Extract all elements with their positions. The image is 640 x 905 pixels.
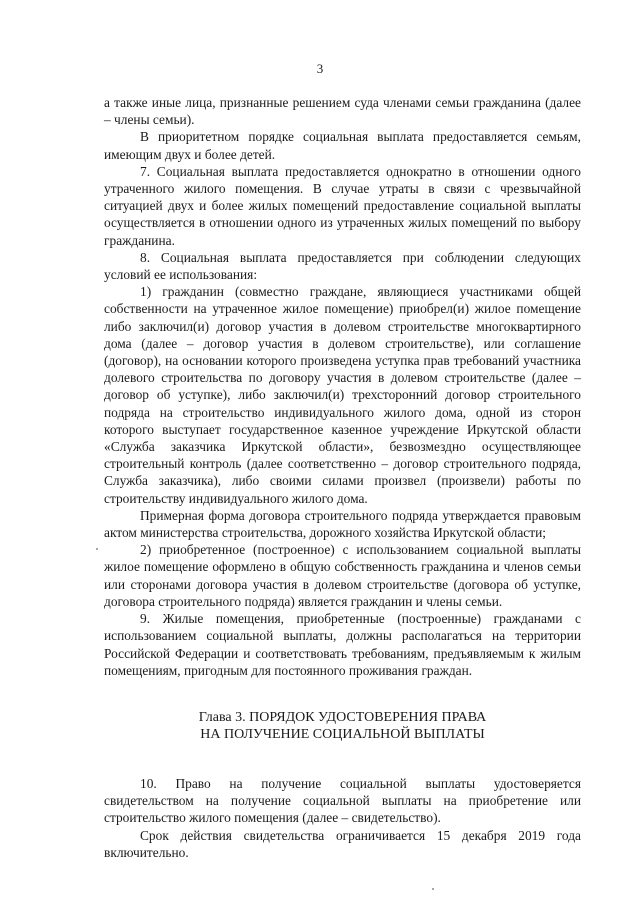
paragraph: 10. Право на получение социальной выплаты удостоверяется свидетельством на получение социальной выплаты на приобретение или строительство жилого помещения (далее – свидетельство). bbox=[104, 775, 581, 826]
scan-speck bbox=[96, 548, 98, 550]
section-before-heading bbox=[104, 94, 581, 679]
paragraph: В приоритетном порядке социальная выплата предоставляется семьям, имеющим двух и более детей. bbox=[104, 129, 581, 162]
paragraph: Примерная форма договора строительного подряда утверждается правовым актом министерства строительства, дорожного хозяйства Иркутской области; bbox=[104, 507, 581, 541]
scan-speck bbox=[432, 888, 434, 890]
paragraph: 2) приобретенное (построенное) с использованием социальной выплаты жилое помещение оформлено в общую собственность гражданина и членов семьи или сторонами договора участия в долевом строительстве (договора об уступке, договора строительного подряда) является гражданин и члены семьи. bbox=[104, 542, 581, 609]
paragraph: 1) гражданин (совместно граждане, являющиеся участниками общей собственности на утраченное жилое помещение) приобрел(и) жилое помещение либо заключил(и) договор участия в долевом строительстве многоквартирного дома (далее – договор участия в долевом строительстве), или соглашение (договор), на основании которого произведена уступка прав требований участника долевого строительства по договору участия в долевом строительстве (далее – договор об уступке), либо заключил(и) трехсторонний договор строительного подряда на строительство индивидуального жилого дома, одной из сторон которого выступает государственное казенное учреждение Иркутской области «Служба заказчика Иркутской области», безвозмездно осуществляющее строительный контроль (далее соответственно – договор строительного подряда, Служба заказчика), либо своими силами произвел (произвели) работы по строительству индивидуального жилого дома. bbox=[104, 284, 581, 506]
paragraph: а также иные лица, признанные решением суда членами семьи гражданина (далее – члены семьи). bbox=[104, 95, 581, 128]
section-after-heading bbox=[104, 775, 581, 861]
page-number: 3 bbox=[316, 61, 324, 76]
chapter-heading-line-2: НА ПОЛУЧЕНИЕ СОЦИАЛЬНОЙ ВЫПЛАТЫ bbox=[200, 726, 485, 742]
paragraph: Срок действия свидетельства ограничивается 15 декабря 2019 года включительно. bbox=[104, 827, 581, 860]
document-body bbox=[104, 94, 581, 861]
paragraph: 8. Социальная выплата предоставляется при соблюдении следующих условий ее использования: bbox=[104, 249, 581, 283]
paragraph: 7. Социальная выплата предоставляется однократно в отношении одного утраченного жилого помещения. В случае утраты в связи с чрезвычайной ситуацией двух и более жилых помещений предоставление социальной выплаты осуществляется в отношении одного из утраченных жилых помещений по выбору гражданина. bbox=[104, 163, 581, 248]
paragraph: 9. Жилые помещения, приобретенные (построенные) гражданами с использованием социальной выплаты, должны располагаться на территории Российской Федерации и соответствовать требованиям, предъявляемым к жилым помещениям, пригодным для постоянного проживания граждан. bbox=[104, 611, 581, 678]
chapter-heading-line-1: Глава 3. ПОРЯДОК УДОСТОВЕРЕНИЯ ПРАВА bbox=[198, 709, 487, 725]
